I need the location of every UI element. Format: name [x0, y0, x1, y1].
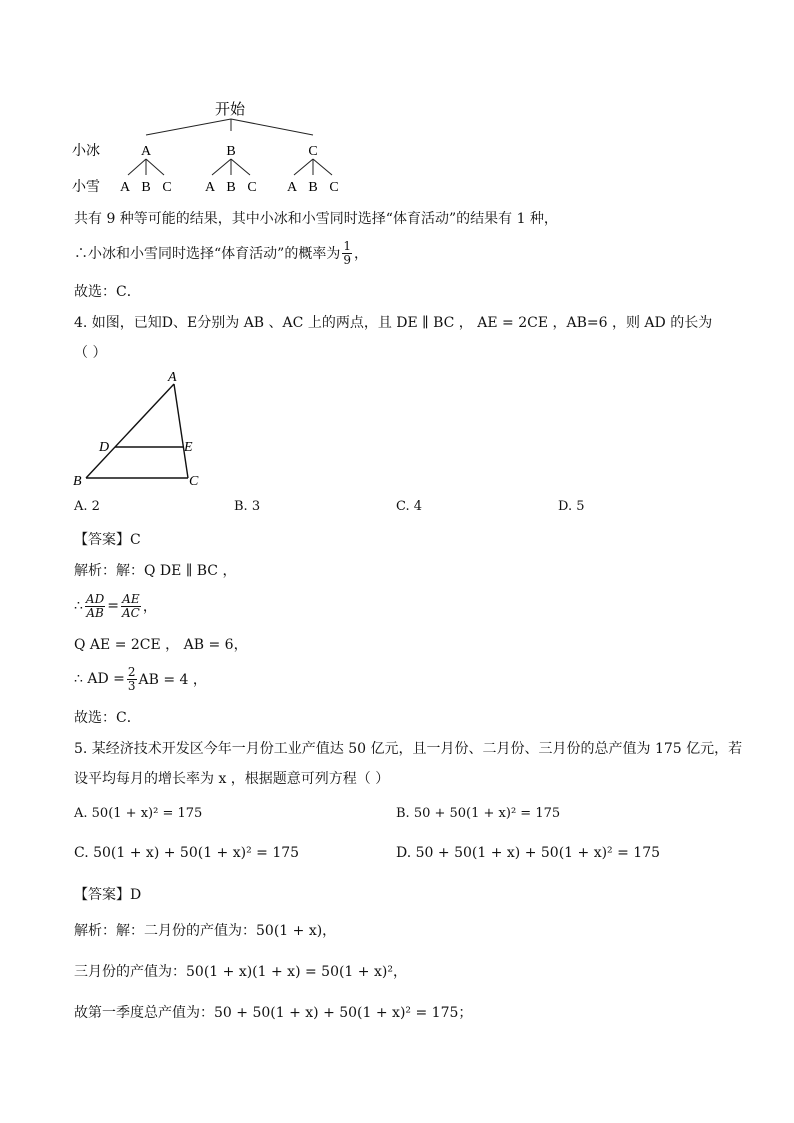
sol3-answer: 故选：C．: [74, 284, 141, 300]
tree-leaf: C: [162, 180, 172, 195]
q4-option-d: D. 5: [558, 499, 585, 514]
tree-leaf: B: [308, 180, 318, 195]
equals-sign: =: [107, 598, 119, 614]
tree-leaf: C: [247, 180, 257, 195]
q5-stem-line2: 设平均每月的增长率为 x ，根据题意可列方程（ ）: [74, 771, 390, 787]
label-D: D: [99, 440, 110, 455]
q4-final-answer: 故选：C．: [74, 710, 141, 726]
fraction-numerator: 1: [343, 238, 351, 253]
fraction-numerator: AD: [85, 591, 105, 606]
ad-suffix: AB = 4 ，: [138, 672, 207, 688]
q4-answer-tag: 【答案】C: [74, 532, 141, 548]
q5-option-a: A. 50(1 + x)² = 175: [74, 806, 203, 821]
tree-row1-label: 小冰: [72, 144, 100, 159]
tree-node-B: B: [226, 144, 236, 159]
q4-option-b: B. 3: [234, 499, 261, 514]
tree-leaf: A: [204, 180, 216, 195]
tree-leaf: B: [226, 180, 236, 195]
tree-node-A: A: [140, 144, 152, 159]
q5-solution-line2: 三月份的产值为：50(1 + x)(1 + x) = 50(1 + x)²，: [74, 964, 407, 980]
q5-option-c: C. 50(1 + x) + 50(1 + x)² = 175: [74, 845, 300, 861]
q5-answer-tag: 【答案】D: [74, 887, 142, 903]
tree-node-C: C: [308, 144, 318, 159]
label-E: E: [184, 440, 193, 455]
q4-stem-line2: （ ）: [74, 345, 107, 361]
fraction-denominator: AB: [86, 605, 104, 620]
sol3-line2: [74, 236, 368, 270]
tree-leaf: C: [329, 180, 339, 195]
tree-diagram: [60, 95, 380, 200]
therefore-symbol: ∴: [74, 598, 83, 614]
label-B: B: [73, 474, 82, 489]
triangle-figure: [66, 366, 216, 496]
q5-solution-line1: 解析：解：二月份的产值为：50(1 + x)，: [74, 923, 337, 939]
q5-stem-line1: 5. 某经济技术开发区今年一月份工业产值达 50 亿元，且一月份、二月份、三月份的总产值为 175 亿元，若: [74, 741, 743, 757]
fraction-two-thirds: [127, 666, 137, 693]
label-A: A: [168, 370, 177, 385]
probability-fraction: [342, 240, 352, 267]
sol3-line2-text: ∴小冰和小雪同时选择“体育活动”的概率为: [74, 246, 341, 262]
fraction-denominator: 9: [343, 252, 351, 267]
q4-ratio-line: [74, 586, 157, 626]
q5-option-d: D. 50 + 50(1 + x) + 50(1 + x)² = 175: [396, 845, 661, 861]
tree-leaf: A: [286, 180, 298, 195]
q4-ad-line: [74, 660, 207, 698]
line-end: ，: [142, 599, 157, 615]
fraction-denominator: AC: [121, 605, 140, 620]
tree-row2-label: 小雪: [72, 180, 100, 195]
q4-line3: Q AE = 2CE ， AB = 6，: [74, 637, 248, 653]
q4-option-a: A. 2: [74, 499, 100, 514]
tree-leaf: A: [119, 180, 131, 195]
fraction-ae-ac: [121, 593, 141, 620]
q4-option-c: C. 4: [396, 499, 423, 514]
sol3-line1: 共有 9 种等可能的结果，其中小冰和小雪同时选择“体育活动”的结果有 1 种，: [74, 211, 558, 227]
q5-option-b: B. 50 + 50(1 + x)² = 175: [396, 806, 561, 821]
tree-leaf: B: [141, 180, 151, 195]
ad-prefix: ∴ AD =: [74, 671, 125, 687]
fraction-ad-ab: [85, 593, 105, 620]
fraction-numerator: AE: [122, 591, 140, 606]
label-C: C: [189, 474, 199, 489]
fraction-numerator: 2: [127, 664, 136, 679]
tree-root: 开始: [214, 102, 246, 118]
fraction-denominator: 3: [127, 678, 136, 693]
q5-solution-line3: 故第一季度总产值为：50 + 50(1 + x) + 50(1 + x)² = 175；: [74, 1005, 473, 1021]
q4-stem-line1: 4. 如图，已知D、E分别为 AB 、AC 上的两点，且 DE ∥ BC ， AE = 2CE ，AB=6 ，则 AD 的长为: [74, 315, 713, 331]
sol3-line2-suffix: ，: [353, 246, 368, 262]
q4-analysis: 解析：解：Q DE ∥ BC ，: [74, 563, 237, 579]
